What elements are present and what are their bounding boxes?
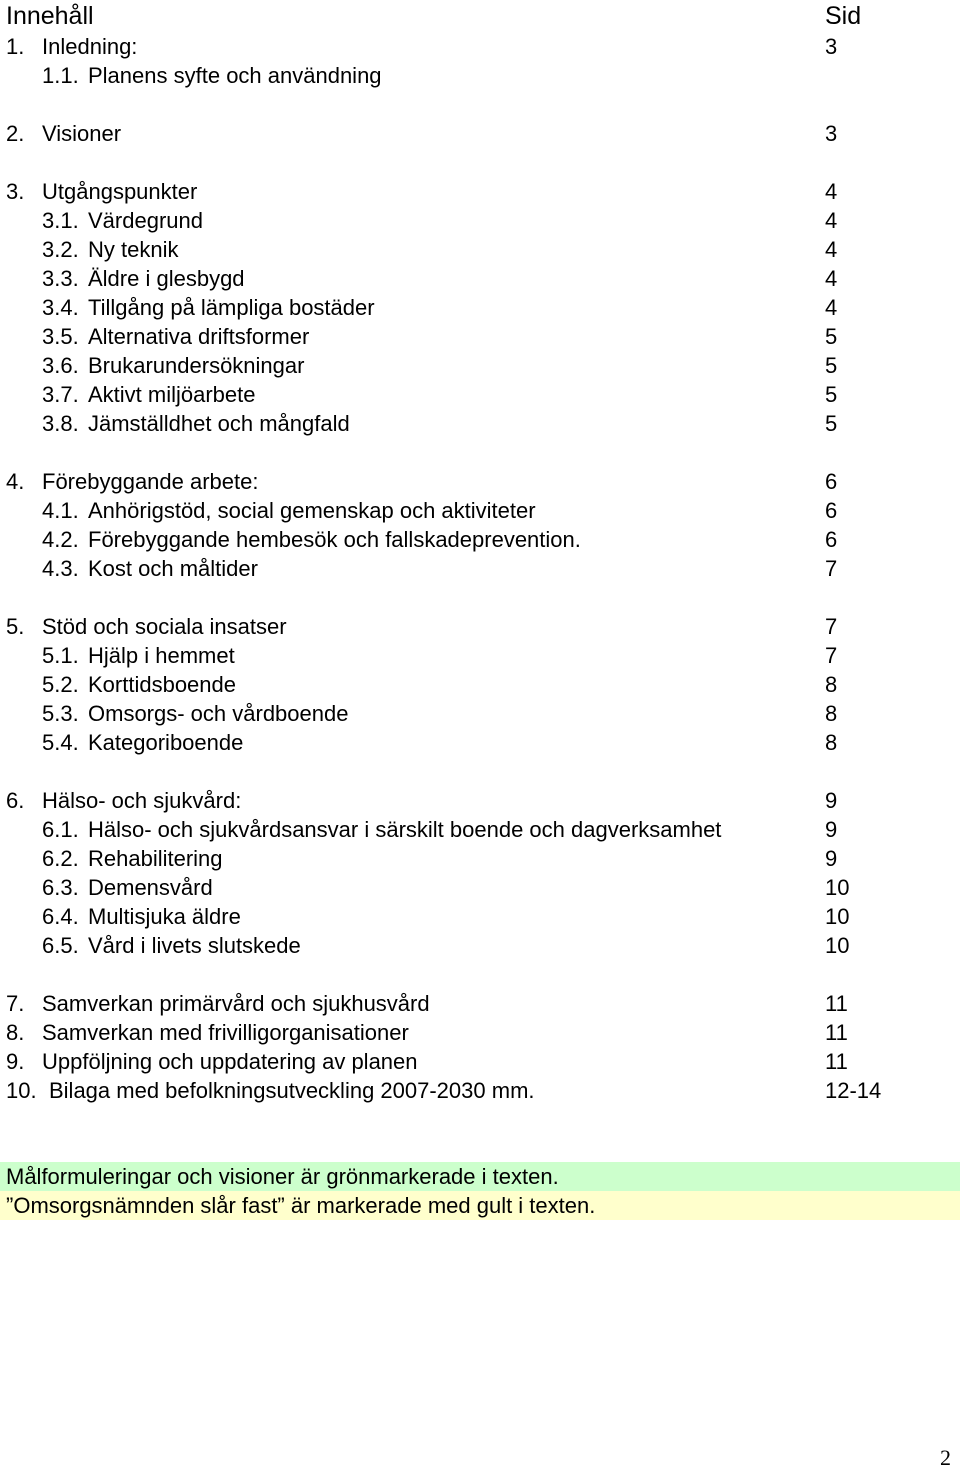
toc-entry-title: Demensvård — [88, 875, 213, 900]
toc-entry[interactable] — [6, 496, 946, 525]
toc-entry[interactable] — [6, 1076, 946, 1105]
toc-entry-title: Anhörigstöd, social gemenskap och aktiviteter — [88, 498, 536, 523]
legend-green-text: Målformuleringar och visioner är grönmarkerade i texten. — [6, 1164, 559, 1189]
toc-entry-title: Kategoriboende — [88, 730, 244, 755]
toc-entry-number: 3.2. — [42, 237, 79, 262]
toc-entry-page: 3 — [825, 34, 838, 59]
toc-entry-title: Rehabilitering — [88, 846, 223, 871]
toc-entry-page: 7 — [825, 643, 838, 668]
toc-entry-number: 6. — [6, 788, 25, 813]
toc-entry-number: 5.2. — [42, 672, 79, 697]
toc-entry-title: Alternativa driftsformer — [88, 324, 310, 349]
toc-entry-number: 6.3. — [42, 875, 79, 900]
toc-entry-number: 2. — [6, 121, 25, 146]
toc-entry-page: 8 — [825, 730, 838, 755]
toc-entry-number: 5.4. — [42, 730, 79, 755]
toc-heading — [6, 0, 872, 32]
toc-entry-number: 3. — [6, 179, 25, 204]
toc-entry-title: Korttidsboende — [88, 672, 236, 697]
toc-entry-page: 9 — [825, 817, 838, 842]
toc-entry-number: 6.1. — [42, 817, 79, 842]
toc-entry-page: 6 — [825, 527, 838, 552]
toc-entry-number: 6.2. — [42, 846, 79, 871]
toc-entry[interactable] — [6, 206, 946, 235]
toc-entry[interactable] — [6, 699, 946, 728]
toc-entry-title: Värdegrund — [88, 208, 203, 233]
toc-entry-title: Hjälp i hemmet — [88, 643, 235, 668]
toc-entry-title: Brukarundersökningar — [88, 353, 305, 378]
toc-entry[interactable] — [6, 1047, 946, 1076]
toc-entry-number: 5. — [6, 614, 25, 639]
toc-entry-title: Planens syfte och användning — [88, 63, 382, 88]
toc-entry-title: Multisjuka äldre — [88, 904, 241, 929]
page-number: 2 — [940, 1445, 951, 1470]
toc-entry-title: Omsorgs- och vårdboende — [88, 701, 349, 726]
toc-entry-number: 9. — [6, 1049, 25, 1074]
toc-entry-number: 1.1. — [42, 63, 79, 88]
toc-entry-title: Ny teknik — [88, 237, 179, 262]
toc-entry-page: 11 — [825, 1049, 848, 1074]
table-of-contents — [6, 32, 946, 1105]
toc-entry[interactable] — [6, 786, 946, 815]
toc-entry[interactable] — [6, 902, 946, 931]
toc-entry-page: 10 — [825, 904, 850, 929]
toc-entry-page: 6 — [825, 498, 838, 523]
toc-entry[interactable] — [6, 264, 946, 293]
toc-entry[interactable] — [6, 293, 946, 322]
toc-entry-number: 6.4. — [42, 904, 79, 929]
toc-entry[interactable] — [6, 641, 946, 670]
toc-entry[interactable] — [6, 32, 946, 61]
toc-entry-number: 3.5. — [42, 324, 79, 349]
toc-entry-number: 6.5. — [42, 933, 79, 958]
page-column-label: Sid — [825, 2, 862, 30]
toc-entry-title: Samverkan primärvård och sjukhusvård — [42, 991, 430, 1016]
toc-entry[interactable] — [6, 873, 946, 902]
toc-entry-number: 4.1. — [42, 498, 79, 523]
toc-entry-page: 8 — [825, 672, 838, 697]
toc-entry-page: 10 — [825, 933, 850, 958]
toc-entry-title: Tillgång på lämpliga bostäder — [88, 295, 375, 320]
toc-entry[interactable] — [6, 815, 946, 844]
toc-entry-number: 4.3. — [42, 556, 79, 581]
toc-entry-page: 5 — [825, 324, 838, 349]
toc-entry-page: 4 — [825, 237, 838, 262]
toc-entry-title: Förebyggande hembesök och fallskadeprevention. — [88, 527, 581, 552]
toc-entry[interactable] — [6, 728, 946, 757]
toc-entry-title: Jämställdhet och mångfald — [88, 411, 350, 436]
legend-yellow-text: ”Omsorgsnämnden slår fast” är markerade med gult i texten. — [6, 1193, 596, 1218]
toc-entry-title: Stöd och sociala insatser — [42, 614, 287, 639]
toc-entry-number: 5.1. — [42, 643, 79, 668]
toc-entry-page: 9 — [825, 846, 838, 871]
toc-entry-page: 7 — [825, 614, 838, 639]
toc-entry-page: 6 — [825, 469, 838, 494]
toc-entry-title: Aktivt miljöarbete — [88, 382, 256, 407]
toc-entry-title: Uppföljning och uppdatering av planen — [42, 1049, 418, 1074]
toc-entry[interactable] — [6, 612, 946, 641]
toc-entry-number: 4.2. — [42, 527, 79, 552]
toc-entry-number: 1. — [6, 34, 25, 59]
toc-entry-number: 3.8. — [42, 411, 79, 436]
toc-entry-page: 5 — [825, 382, 838, 407]
toc-entry[interactable] — [6, 670, 946, 699]
toc-entry-page: 5 — [825, 411, 838, 436]
toc-entry-page: 11 — [825, 1020, 848, 1045]
toc-entry-page: 4 — [825, 208, 838, 233]
toc-entry[interactable] — [6, 989, 946, 1018]
toc-entry-title: Vård i livets slutskede — [88, 933, 301, 958]
toc-entry-page: 8 — [825, 701, 838, 726]
toc-entry-number: 3.3. — [42, 266, 79, 291]
toc-entry-page: 10 — [825, 875, 850, 900]
toc-entry-page: 5 — [825, 353, 838, 378]
toc-entry-title: Äldre i glesbygd — [88, 266, 245, 291]
toc-entry[interactable] — [6, 1018, 946, 1047]
toc-entry-title: Visioner — [42, 121, 122, 146]
toc-entry-title: Förebyggande arbete: — [42, 469, 259, 494]
toc-entry[interactable] — [6, 409, 946, 438]
toc-entry-page: 4 — [825, 179, 838, 204]
toc-entry[interactable] — [6, 322, 946, 351]
toc-entry[interactable] — [6, 380, 946, 409]
toc-entry-number: 3.1. — [42, 208, 79, 233]
toc-entry-page: 11 — [825, 991, 848, 1016]
toc-entry-page: 7 — [825, 556, 838, 581]
toc-entry-title: Samverkan med frivilligorganisationer — [42, 1020, 409, 1045]
toc-entry-title: Inledning: — [42, 34, 138, 59]
toc-entry-page: 12-14 — [825, 1078, 882, 1103]
toc-entry-title: Hälso- och sjukvårdsansvar i särskilt boende och dagverksamhet — [88, 817, 722, 842]
toc-entry-page: 3 — [825, 121, 838, 146]
toc-entry-number: 10. — [6, 1078, 37, 1103]
toc-title: Innehåll — [6, 2, 94, 30]
toc-entry-number: 4. — [6, 469, 25, 494]
toc-entry-title: Hälso- och sjukvård: — [42, 788, 242, 813]
toc-entry-number: 3.7. — [42, 382, 79, 407]
toc-entry-page: 9 — [825, 788, 838, 813]
toc-entry[interactable] — [6, 177, 946, 206]
toc-entry[interactable] — [6, 525, 946, 554]
toc-entry-number: 3.6. — [42, 353, 79, 378]
toc-entry[interactable] — [6, 467, 946, 496]
toc-entry-page: 4 — [825, 295, 838, 320]
toc-entry[interactable] — [6, 931, 946, 960]
toc-entry-number: 5.3. — [42, 701, 79, 726]
toc-entry-number: 3.4. — [42, 295, 79, 320]
toc-entry-title: Utgångspunkter — [42, 179, 198, 204]
toc-entry[interactable] — [6, 844, 946, 873]
toc-entry-number: 8. — [6, 1020, 25, 1045]
legend-yellow-highlight — [0, 1191, 960, 1220]
toc-entry[interactable] — [6, 61, 946, 90]
toc-entry-title: Kost och måltider — [88, 556, 258, 581]
toc-entry[interactable] — [6, 351, 946, 380]
toc-entry-number: 7. — [6, 991, 25, 1016]
toc-entry-page: 4 — [825, 266, 838, 291]
toc-entry[interactable] — [6, 235, 946, 264]
toc-entry[interactable] — [6, 119, 946, 148]
legend-green-highlight — [0, 1162, 960, 1191]
toc-entry-title: Bilaga med befolkningsutveckling 2007-2030 mm. — [49, 1078, 535, 1103]
toc-entry[interactable] — [6, 554, 946, 583]
